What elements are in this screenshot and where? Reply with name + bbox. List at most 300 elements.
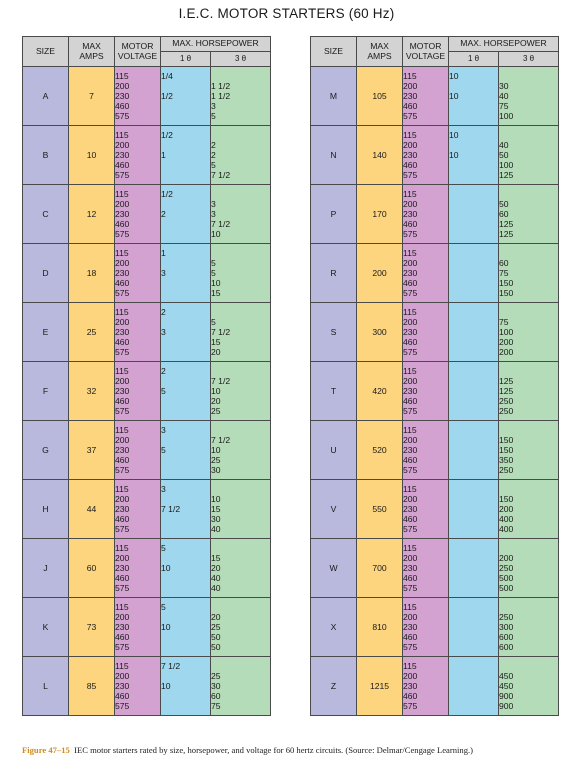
voltage-value: 575 bbox=[403, 524, 418, 535]
size-cell: S bbox=[311, 303, 357, 362]
col-one-phase-header: 1 θ bbox=[161, 52, 211, 67]
one-phase-hp-cell bbox=[449, 67, 499, 126]
hp-value bbox=[161, 494, 210, 504]
hp-value: 100 bbox=[499, 160, 514, 171]
hp-value bbox=[499, 484, 558, 494]
voltage-cell bbox=[115, 480, 161, 539]
size-cell: T bbox=[311, 362, 357, 421]
hp-value: 3 bbox=[161, 267, 166, 278]
voltage-value: 230 bbox=[115, 149, 130, 160]
hp-value: 400 bbox=[499, 514, 514, 525]
one-phase-hp-cell bbox=[161, 362, 211, 421]
col-one-phase-header: 1 θ bbox=[449, 52, 499, 67]
size-cell: U bbox=[311, 421, 357, 480]
hp-value: 20 bbox=[211, 347, 221, 358]
one-phase-hp-cell bbox=[449, 598, 499, 657]
one-phase-hp-cell bbox=[449, 539, 499, 598]
col-size-header: SIZE bbox=[23, 37, 69, 67]
voltage-value: 230 bbox=[403, 149, 418, 160]
voltage-value: 115 bbox=[115, 70, 129, 81]
voltage-value: 460 bbox=[115, 514, 130, 525]
voltage-cell bbox=[403, 480, 449, 539]
hp-value: 10 bbox=[211, 444, 221, 455]
one-phase-hp-cell bbox=[449, 303, 499, 362]
hp-value bbox=[161, 435, 210, 445]
hp-value bbox=[449, 160, 498, 170]
hp-value: 1 bbox=[161, 247, 166, 258]
voltage-cell bbox=[403, 539, 449, 598]
table-row bbox=[311, 598, 559, 657]
voltage-value: 230 bbox=[115, 503, 130, 514]
col-voltage-header: MOTOR VOLTAGE bbox=[115, 37, 161, 67]
hp-value bbox=[449, 189, 498, 199]
voltage-value: 200 bbox=[115, 493, 130, 504]
hp-value bbox=[449, 602, 498, 612]
voltage-value: 200 bbox=[403, 139, 418, 150]
hp-value bbox=[161, 701, 210, 711]
voltage-value: 230 bbox=[115, 444, 130, 455]
hp-value: 50 bbox=[211, 632, 221, 643]
hp-value: 2 bbox=[211, 149, 216, 160]
hp-value: 40 bbox=[211, 524, 221, 535]
hp-value bbox=[449, 524, 498, 534]
hp-value: 30 bbox=[211, 680, 221, 691]
hp-value bbox=[161, 337, 210, 347]
hp-value bbox=[449, 514, 498, 524]
voltage-value: 115 bbox=[403, 188, 417, 199]
hp-value bbox=[161, 81, 210, 91]
voltage-value: 460 bbox=[403, 101, 418, 112]
three-phase-hp-cell bbox=[211, 598, 271, 657]
voltage-cell bbox=[115, 539, 161, 598]
hp-value bbox=[211, 425, 270, 435]
hp-value: 15 bbox=[211, 337, 221, 348]
amps-cell: 73 bbox=[69, 598, 115, 657]
hp-value: 100 bbox=[499, 326, 514, 337]
table-row bbox=[311, 657, 559, 716]
amps-cell: 12 bbox=[69, 185, 115, 244]
hp-value bbox=[499, 307, 558, 317]
hp-value: 250 bbox=[499, 611, 514, 622]
table-row bbox=[311, 362, 559, 421]
hp-value: 300 bbox=[499, 621, 514, 632]
amps-cell: 25 bbox=[69, 303, 115, 362]
voltage-cell bbox=[403, 67, 449, 126]
hp-value bbox=[449, 366, 498, 376]
hp-value: 450 bbox=[499, 680, 514, 691]
voltage-value: 460 bbox=[115, 219, 130, 230]
hp-value: 7 1/2 bbox=[211, 170, 231, 181]
voltage-value: 460 bbox=[115, 691, 130, 702]
voltage-cell bbox=[115, 598, 161, 657]
hp-value: 500 bbox=[499, 573, 514, 584]
hp-value: 2 bbox=[161, 365, 166, 376]
voltage-value: 200 bbox=[115, 552, 130, 563]
voltage-value: 230 bbox=[115, 90, 130, 101]
three-phase-hp-cell bbox=[499, 480, 559, 539]
three-phase-hp-cell bbox=[499, 657, 559, 716]
voltage-value: 115 bbox=[403, 247, 417, 258]
hp-value: 25 bbox=[211, 621, 221, 632]
hp-value: 10 bbox=[161, 621, 171, 632]
hp-value: 200 bbox=[499, 552, 514, 563]
hp-value: 5 bbox=[211, 316, 216, 327]
hp-value: 5 bbox=[161, 444, 166, 455]
hp-value bbox=[499, 366, 558, 376]
voltage-value: 230 bbox=[115, 208, 130, 219]
col-size-header: SIZE bbox=[311, 37, 357, 67]
voltage-value: 200 bbox=[403, 375, 418, 386]
hp-value bbox=[449, 248, 498, 258]
hp-value bbox=[161, 553, 210, 563]
voltage-value: 460 bbox=[115, 396, 130, 407]
size-cell: N bbox=[311, 126, 357, 185]
hp-value: 20 bbox=[211, 562, 221, 573]
hp-value: 350 bbox=[499, 455, 514, 466]
voltage-value: 460 bbox=[403, 573, 418, 584]
voltage-value: 115 bbox=[403, 601, 417, 612]
hp-value: 15 bbox=[211, 288, 221, 299]
hp-value bbox=[161, 219, 210, 229]
size-cell: D bbox=[23, 244, 69, 303]
amps-cell: 85 bbox=[69, 657, 115, 716]
amps-cell: 44 bbox=[69, 480, 115, 539]
caption-text: IEC motor starters rated by size, horsepower, and voltage for 60 hertz circuits. (Source: Delmar/Cengage Learning.) bbox=[74, 745, 474, 755]
hp-value: 1/2 bbox=[161, 188, 173, 199]
one-phase-hp-cell bbox=[161, 185, 211, 244]
voltage-value: 575 bbox=[403, 347, 418, 358]
hp-value bbox=[161, 160, 210, 170]
one-phase-hp-cell bbox=[161, 421, 211, 480]
voltage-cell bbox=[403, 421, 449, 480]
hp-value: 20 bbox=[211, 611, 221, 622]
size-cell: C bbox=[23, 185, 69, 244]
one-phase-hp-cell bbox=[161, 598, 211, 657]
voltage-value: 575 bbox=[115, 347, 130, 358]
hp-value: 200 bbox=[499, 503, 514, 514]
size-cell: Z bbox=[311, 657, 357, 716]
hp-value bbox=[161, 583, 210, 593]
hp-value bbox=[449, 307, 498, 317]
hp-value: 40 bbox=[211, 583, 221, 594]
amps-cell: 140 bbox=[357, 126, 403, 185]
voltage-value: 200 bbox=[115, 434, 130, 445]
voltage-value: 230 bbox=[403, 562, 418, 573]
three-phase-hp-cell bbox=[211, 67, 271, 126]
voltage-value: 575 bbox=[403, 701, 418, 712]
voltage-value: 460 bbox=[403, 632, 418, 643]
voltage-value: 460 bbox=[403, 278, 418, 289]
voltage-value: 575 bbox=[115, 524, 130, 535]
voltage-value: 230 bbox=[115, 621, 130, 632]
voltage-value: 115 bbox=[403, 424, 417, 435]
three-phase-hp-cell bbox=[499, 244, 559, 303]
voltage-value: 200 bbox=[115, 316, 130, 327]
hp-value: 10 bbox=[211, 229, 221, 240]
hp-value bbox=[499, 248, 558, 258]
amps-cell: 810 bbox=[357, 598, 403, 657]
voltage-value: 200 bbox=[115, 611, 130, 622]
starter-table-right bbox=[310, 36, 559, 716]
voltage-value: 200 bbox=[115, 670, 130, 681]
hp-value bbox=[161, 406, 210, 416]
hp-value bbox=[449, 661, 498, 671]
hp-value bbox=[211, 661, 270, 671]
three-phase-hp-cell bbox=[211, 362, 271, 421]
voltage-value: 460 bbox=[115, 455, 130, 466]
hp-value bbox=[449, 504, 498, 514]
hp-value bbox=[161, 455, 210, 465]
hp-value bbox=[449, 140, 498, 150]
voltage-value: 575 bbox=[115, 642, 130, 653]
hp-value bbox=[161, 199, 210, 209]
hp-value bbox=[449, 81, 498, 91]
size-cell: F bbox=[23, 362, 69, 421]
hp-value bbox=[161, 288, 210, 298]
voltage-value: 230 bbox=[115, 680, 130, 691]
hp-value bbox=[499, 543, 558, 553]
voltage-value: 575 bbox=[403, 642, 418, 653]
voltage-cell bbox=[403, 657, 449, 716]
hp-value: 7 1/2 bbox=[211, 434, 231, 445]
hp-value bbox=[449, 396, 498, 406]
voltage-value: 460 bbox=[403, 514, 418, 525]
hp-value bbox=[161, 514, 210, 524]
hp-value: 7 1/2 bbox=[211, 375, 231, 386]
hp-value bbox=[449, 465, 498, 475]
voltage-value: 200 bbox=[403, 80, 418, 91]
table-row bbox=[23, 303, 271, 362]
hp-value: 3 bbox=[161, 424, 166, 435]
voltage-value: 230 bbox=[115, 562, 130, 573]
hp-value bbox=[161, 258, 210, 268]
voltage-cell bbox=[403, 598, 449, 657]
table-row bbox=[23, 126, 271, 185]
voltage-value: 230 bbox=[115, 326, 130, 337]
hp-value bbox=[449, 484, 498, 494]
amps-cell: 200 bbox=[357, 244, 403, 303]
voltage-value: 575 bbox=[115, 701, 130, 712]
hp-value: 7 1/2 bbox=[211, 219, 231, 230]
hp-value: 7 1/2 bbox=[211, 326, 231, 337]
one-phase-hp-cell bbox=[161, 480, 211, 539]
three-phase-hp-cell bbox=[211, 657, 271, 716]
hp-value: 3 bbox=[211, 198, 216, 209]
voltage-value: 460 bbox=[403, 396, 418, 407]
three-phase-hp-cell bbox=[211, 185, 271, 244]
hp-value bbox=[161, 691, 210, 701]
voltage-value: 230 bbox=[403, 208, 418, 219]
amps-cell: 1215 bbox=[357, 657, 403, 716]
amps-cell: 10 bbox=[69, 126, 115, 185]
hp-value: 150 bbox=[499, 288, 514, 299]
hp-value: 250 bbox=[499, 465, 514, 476]
hp-value bbox=[161, 573, 210, 583]
one-phase-hp-cell bbox=[449, 244, 499, 303]
hp-value: 10 bbox=[449, 70, 459, 81]
hp-value bbox=[161, 111, 210, 121]
voltage-value: 115 bbox=[115, 601, 129, 612]
hp-value: 5 bbox=[161, 385, 166, 396]
hp-value: 10 bbox=[211, 278, 221, 289]
hp-value: 50 bbox=[211, 642, 221, 653]
voltage-value: 230 bbox=[403, 503, 418, 514]
hp-value bbox=[449, 376, 498, 386]
table-row bbox=[311, 244, 559, 303]
hp-value bbox=[449, 406, 498, 416]
size-cell: V bbox=[311, 480, 357, 539]
hp-value: 40 bbox=[211, 573, 221, 584]
table-row bbox=[23, 185, 271, 244]
hp-value: 5 bbox=[161, 542, 166, 553]
hp-value: 200 bbox=[499, 347, 514, 358]
voltage-value: 575 bbox=[115, 111, 130, 122]
size-cell: G bbox=[23, 421, 69, 480]
voltage-value: 460 bbox=[115, 278, 130, 289]
hp-value bbox=[449, 347, 498, 357]
col-amps-header: MAX AMPS bbox=[357, 37, 403, 67]
voltage-value: 460 bbox=[115, 573, 130, 584]
voltage-value: 200 bbox=[403, 611, 418, 622]
voltage-value: 460 bbox=[403, 691, 418, 702]
hp-value: 250 bbox=[499, 406, 514, 417]
hp-value: 1 1/2 bbox=[211, 80, 231, 91]
hp-value: 150 bbox=[499, 434, 514, 445]
col-hp-header: MAX. HORSEPOWER bbox=[449, 37, 559, 52]
hp-value: 25 bbox=[211, 670, 221, 681]
table-row bbox=[23, 539, 271, 598]
col-hp-header: MAX. HORSEPOWER bbox=[161, 37, 271, 52]
hp-value: 10 bbox=[161, 562, 171, 573]
voltage-value: 115 bbox=[403, 483, 417, 494]
voltage-value: 460 bbox=[115, 337, 130, 348]
amps-cell: 105 bbox=[357, 67, 403, 126]
voltage-value: 460 bbox=[403, 455, 418, 466]
amps-cell: 550 bbox=[357, 480, 403, 539]
amps-cell: 520 bbox=[357, 421, 403, 480]
hp-value: 2 bbox=[161, 208, 166, 219]
one-phase-hp-cell bbox=[449, 126, 499, 185]
hp-value: 10 bbox=[211, 493, 221, 504]
hp-value bbox=[161, 612, 210, 622]
voltage-cell bbox=[115, 362, 161, 421]
hp-value: 10 bbox=[449, 129, 459, 140]
hp-value bbox=[449, 219, 498, 229]
page-title: I.E.C. MOTOR STARTERS (60 Hz) bbox=[178, 6, 395, 21]
hp-value bbox=[449, 327, 498, 337]
hp-value bbox=[161, 465, 210, 475]
voltage-value: 575 bbox=[403, 229, 418, 240]
hp-value bbox=[449, 425, 498, 435]
amps-cell: 32 bbox=[69, 362, 115, 421]
hp-value: 600 bbox=[499, 642, 514, 653]
voltage-value: 115 bbox=[403, 306, 417, 317]
hp-value bbox=[499, 189, 558, 199]
hp-value: 3 bbox=[161, 326, 166, 337]
one-phase-hp-cell bbox=[449, 362, 499, 421]
voltage-value: 115 bbox=[115, 483, 129, 494]
table-row bbox=[311, 480, 559, 539]
hp-value: 20 bbox=[211, 396, 221, 407]
one-phase-hp-cell bbox=[449, 657, 499, 716]
three-phase-hp-cell bbox=[211, 126, 271, 185]
hp-value bbox=[211, 189, 270, 199]
size-cell: X bbox=[311, 598, 357, 657]
hp-value bbox=[449, 573, 498, 583]
three-phase-hp-cell bbox=[211, 480, 271, 539]
three-phase-hp-cell bbox=[499, 598, 559, 657]
voltage-value: 200 bbox=[403, 198, 418, 209]
starter-table-left bbox=[22, 36, 271, 716]
voltage-value: 230 bbox=[403, 621, 418, 632]
hp-value: 50 bbox=[499, 149, 509, 160]
hp-value bbox=[449, 101, 498, 111]
amps-cell: 170 bbox=[357, 185, 403, 244]
voltage-cell bbox=[115, 244, 161, 303]
hp-value: 60 bbox=[499, 257, 509, 268]
hp-value: 5 bbox=[211, 267, 216, 278]
voltage-cell bbox=[403, 126, 449, 185]
hp-value bbox=[211, 248, 270, 258]
voltage-value: 200 bbox=[115, 198, 130, 209]
hp-value bbox=[449, 268, 498, 278]
hp-value bbox=[211, 484, 270, 494]
voltage-value: 115 bbox=[403, 365, 417, 376]
three-phase-hp-cell bbox=[499, 126, 559, 185]
voltage-value: 200 bbox=[115, 375, 130, 386]
voltage-value: 115 bbox=[115, 542, 129, 553]
one-phase-hp-cell bbox=[449, 480, 499, 539]
col-three-phase-header: 3 θ bbox=[211, 52, 271, 67]
hp-value: 5 bbox=[211, 160, 216, 171]
hp-value: 10 bbox=[211, 385, 221, 396]
hp-value: 900 bbox=[499, 701, 514, 712]
hp-value bbox=[161, 524, 210, 534]
size-cell: E bbox=[23, 303, 69, 362]
voltage-value: 115 bbox=[403, 70, 417, 81]
one-phase-hp-cell bbox=[161, 539, 211, 598]
voltage-value: 115 bbox=[403, 542, 417, 553]
hp-value bbox=[211, 366, 270, 376]
figure-label: Figure 47–15 bbox=[22, 745, 70, 755]
voltage-cell bbox=[115, 421, 161, 480]
table-row bbox=[311, 303, 559, 362]
hp-value: 450 bbox=[499, 670, 514, 681]
hp-value: 7 1/2 bbox=[161, 503, 181, 514]
one-phase-hp-cell bbox=[161, 67, 211, 126]
hp-value: 5 bbox=[211, 257, 216, 268]
hp-value bbox=[161, 347, 210, 357]
voltage-value: 115 bbox=[403, 660, 417, 671]
size-cell: M bbox=[311, 67, 357, 126]
voltage-value: 575 bbox=[403, 583, 418, 594]
voltage-value: 575 bbox=[403, 170, 418, 181]
hp-value: 150 bbox=[499, 493, 514, 504]
hp-value: 5 bbox=[161, 601, 166, 612]
hp-value bbox=[499, 602, 558, 612]
hp-value bbox=[449, 435, 498, 445]
hp-value bbox=[449, 209, 498, 219]
size-cell: R bbox=[311, 244, 357, 303]
size-cell: L bbox=[23, 657, 69, 716]
hp-value bbox=[161, 170, 210, 180]
voltage-value: 115 bbox=[115, 129, 129, 140]
hp-value bbox=[161, 376, 210, 386]
hp-value bbox=[449, 671, 498, 681]
three-phase-hp-cell bbox=[499, 67, 559, 126]
table-row bbox=[311, 421, 559, 480]
voltage-value: 575 bbox=[115, 170, 130, 181]
